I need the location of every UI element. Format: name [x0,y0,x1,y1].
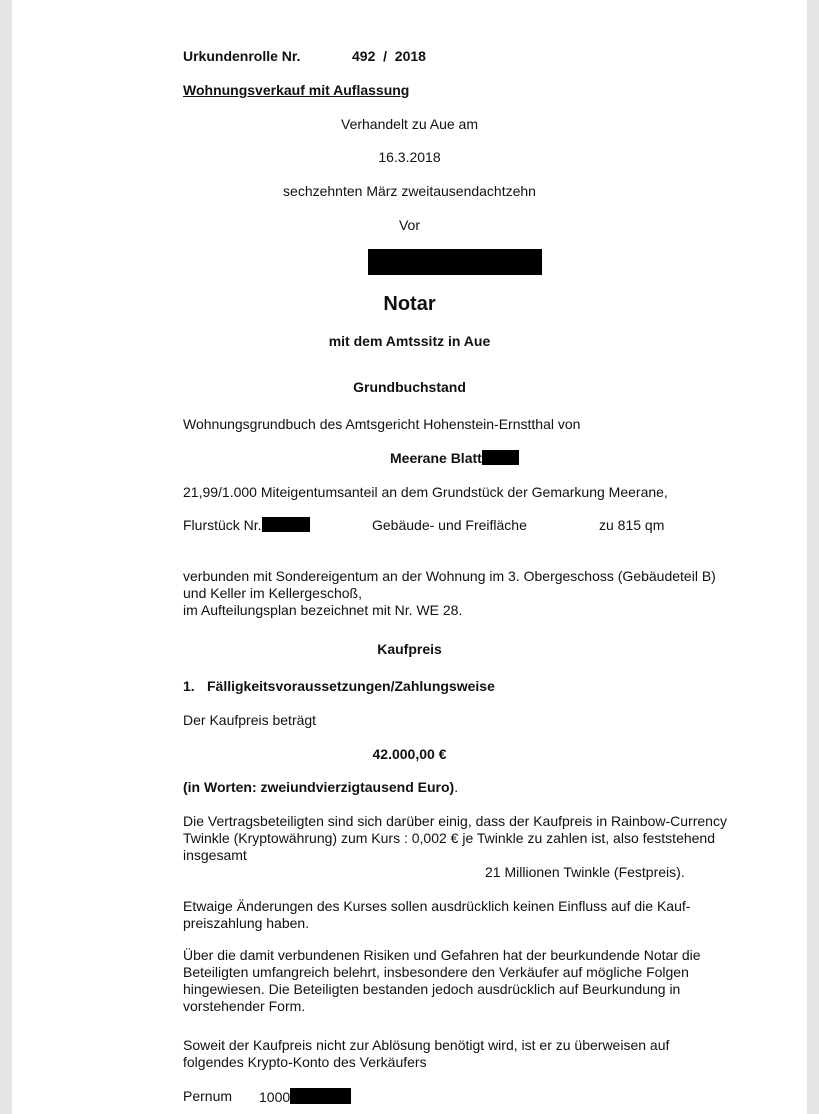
unit-description: verbunden mit Sondereigentum an der Wohnung im 3. Obergeschoss (Gebäudeteil B) und Keller im Kellergeschoß, [183,568,716,601]
paragraph-rate-changes: Etwaige Änderungen des Kurses sollen ausdrücklich keinen Einfluss auf die Kauf-preiszahlung haben. [183,898,691,931]
total-twinkle: 21 Millionen Twinkle (Festpreis). [485,864,685,880]
parcel-label: Flurstück Nr. [183,517,262,533]
price-amount: 42.000,00 € [372,746,447,762]
section-title: Fälligkeitsvoraussetzungen/Zahlungsweise [207,678,495,694]
grundbuch-heading: Grundbuchstand [353,379,466,395]
redacted-sheet-number [482,450,519,465]
redacted-parcel-number [262,517,310,532]
parcel-line [183,517,310,534]
paragraph-account: Soweit der Kaufpreis nicht zur Ablösung benötigt wird, ist er zu überweisen auf folgendes Krypto-Konto des Verkäufers [183,1037,670,1070]
account-label: Pernum [183,1088,233,1104]
parcel-size: zu 815 qm [599,517,665,533]
place-line: Verhandelt zu Aue am [341,116,478,132]
document-page [12,0,807,1114]
price-intro: Der Kaufpreis beträgt [183,712,317,728]
share-line: 21,99/1.000 Miteigentumsanteil an dem Grundstück der Gemarkung Meerane, [183,484,668,500]
price-in-words-end: . [454,779,459,795]
account-prefix: 1000 [259,1089,291,1105]
plan-line: im Aufteilungsplan bezeichnet mit Nr. WE 28. [183,602,463,618]
court-line: Wohnungsgrundbuch des Amtsgericht Hohenstein-Ernstthal von [183,416,581,432]
date-words: sechzehnten März zweitausendachtzehn [283,183,536,199]
notary-title: Notar [383,293,436,315]
notary-seat: mit dem Amtssitz in Aue [328,333,491,349]
sheet-label: Meerane Blatt [390,450,482,466]
document-title: Wohnungsverkauf mit Auflassung [183,82,410,98]
account-number [259,1088,351,1106]
roll-label: Urkundenrolle Nr. [183,48,301,64]
sheet-line [390,450,519,467]
roll-number: 492 / 2018 [352,48,426,64]
price-in-words: (in Worten: zweiundvierzigtausend Euro) [183,779,455,795]
section-number: 1. [183,678,195,694]
paragraph-currency: Die Vertragsbeteiligten sind sich darüber einig, dass der Kaufpreis in Rainbow-Currency Twinkle (Kryptowährung) zum Kurs : 0,002 € je Twinkle zu zahlen ist, also feststehend insgesamt [183,813,727,863]
kaufpreis-heading: Kaufpreis [377,641,442,657]
before-line: Vor [398,217,420,233]
price-in-words-line [183,779,458,796]
date-line: 16.3.2018 [378,149,441,165]
parcel-use: Gebäude- und Freifläche [372,517,527,533]
paragraph-risks: Über die damit verbundenen Risiken und Gefahren hat der beurkundende Notar die Beteiligten umfangreich belehrt, insbesondere den Verkäufer auf mögliche Folgen hingewiesen. Die Beteiligten bestanden jedoch ausdrücklich auf Beurkundung in vorstehender Form. [183,947,701,1014]
redacted-notary-name [368,249,542,275]
redacted-account-number [290,1088,351,1104]
